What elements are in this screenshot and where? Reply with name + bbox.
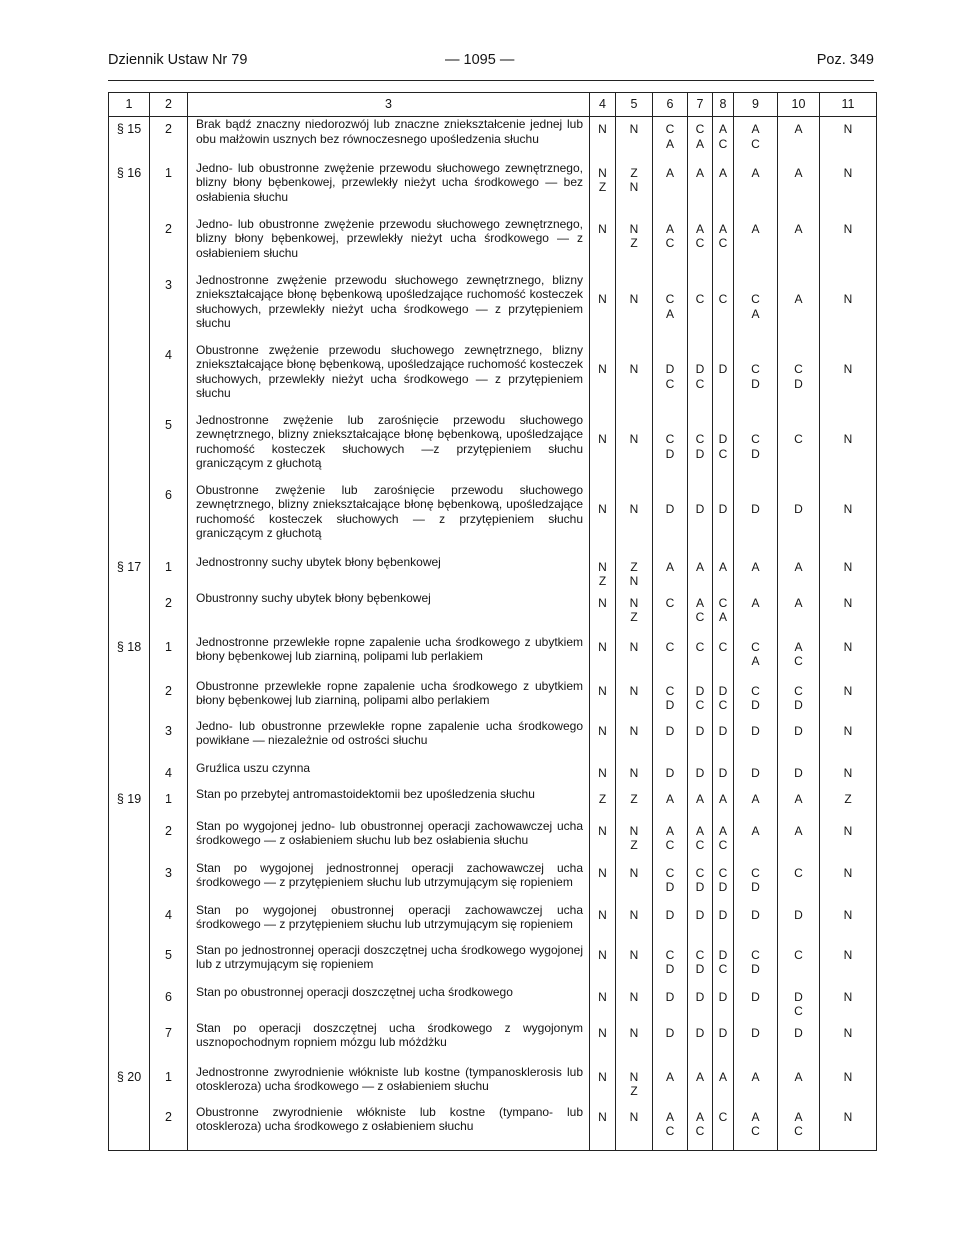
table-header-row [109,93,877,117]
condition-description: Stan po obustronnej operacji doszczętnej ucha środkowego [188,985,590,1021]
section-number [109,761,150,787]
position-number: Poz. 349 [816,52,874,68]
section-number [109,483,150,555]
grade-cell: A [688,787,713,819]
grade-cell: N [820,1065,877,1105]
section-number [109,903,150,943]
item-number: 4 [150,903,188,943]
grade-cell: N [590,217,616,273]
grade-cell: C D [653,413,688,483]
table-row [109,217,877,273]
column-header: 4 [590,93,616,117]
item-number: 2 [150,1105,188,1151]
grade-cell: D [688,761,713,787]
grade-cell: C D [734,413,778,483]
grade-cell: D [713,719,734,761]
grade-cell: N [616,761,653,787]
grade-cell: C [713,1105,734,1151]
grade-cell: C [778,861,820,903]
grade-cell: C [653,635,688,679]
grade-cell: A [734,1065,778,1105]
grade-cell: D C [778,985,820,1021]
grade-cell: N [616,1021,653,1065]
grade-cell: N [590,343,616,413]
condition-description: Brak bądź znaczny niedorozwój lub znaczne zniekształcenie jednej lub obu małżowin usznych bez równoczesnego upośledzenia słuchu [188,117,590,161]
grade-cell: D [778,761,820,787]
column-header: 9 [734,93,778,117]
grade-cell: N [616,943,653,985]
grade-cell: N Z [590,555,616,591]
section-number [109,343,150,413]
grade-cell: N [616,679,653,719]
condition-description: Jedno- lub obustronne przewlekłe ropne zapalenie ucha środkowego powikłane — niezależnie od ostrości słuchu [188,719,590,761]
grade-cell: N [616,343,653,413]
grade-cell: C [713,273,734,343]
table-row [109,943,877,985]
grade-cell: A [778,787,820,819]
grade-cell: A C [688,591,713,635]
grade-cell: N [590,483,616,555]
grade-cell: C D [778,343,820,413]
table-row [109,161,877,217]
journal-title: Dziennik Ustaw Nr 79 [108,52,248,68]
condition-description: Stan po wygojonej jedno- lub obustronnej operacji zachowawczej ucha środkowego — z osłabieniem słuchu lub bez osłabienia słuchu [188,819,590,861]
grade-cell: C A [653,273,688,343]
section-number: § 19 [109,787,150,819]
grade-cell: N [616,903,653,943]
grade-cell: A [653,1065,688,1105]
table-row [109,117,877,161]
grade-cell: A [713,161,734,217]
grade-cell: N [616,413,653,483]
grade-cell: A C [713,117,734,161]
grade-cell: D [688,985,713,1021]
grade-cell: N [590,1105,616,1151]
condition-description: Jednostronne zwężenie przewodu słuchowego zewnętrznego, blizny zniekształcające błonę bębenkową upośledzające ruchomość kosteczek słuchowych, przewlekły nieżyt ucha środkowego — z przytępieniem słuchu [188,273,590,343]
grade-cell: A [734,555,778,591]
grade-cell: A [778,1065,820,1105]
grade-cell: A [778,217,820,273]
grade-cell: D C [653,343,688,413]
item-number: 3 [150,273,188,343]
grade-cell: D [778,903,820,943]
grade-cell: N [590,1021,616,1065]
grade-cell: A C [653,1105,688,1151]
grade-cell: A [653,161,688,217]
grade-cell: A [688,555,713,591]
grade-cell: A [653,787,688,819]
item-number: 3 [150,861,188,903]
grade-cell: N [590,719,616,761]
grade-cell: A [778,555,820,591]
grade-cell: N [820,903,877,943]
condition-description: Jednostronne przewlekłe ropne zapalenie ucha środkowego z ubytkiem błony bębenkowej lub ziarniną, polipami lub perlakiem [188,635,590,679]
grade-cell: Z N [616,161,653,217]
condition-description: Gruźlica uszu czynna [188,761,590,787]
grade-cell: D [653,903,688,943]
section-number [109,413,150,483]
page-header [108,52,874,74]
grade-cell: C [688,273,713,343]
grade-cell: D [688,1021,713,1065]
condition-description: Stan po jednostronnej operacji doszczętnej ucha środkowego wygojonej lub z utrzymującym się ropieniem [188,943,590,985]
header-rule [108,80,874,81]
grade-cell: D [713,483,734,555]
grade-cell: C [688,635,713,679]
condition-description: Obustronny suchy ubytek błony bębenkowej [188,591,590,635]
grade-cell: C D [734,943,778,985]
grade-cell: A C [688,217,713,273]
grade-cell: A [778,273,820,343]
grade-cell: C [713,635,734,679]
item-number: 6 [150,483,188,555]
grade-cell: A C [713,217,734,273]
grade-cell: C A [734,273,778,343]
grade-cell: D [713,761,734,787]
table-row [109,413,877,483]
grade-cell: A C [734,117,778,161]
grade-cell: D [713,343,734,413]
item-number: 1 [150,555,188,591]
section-number [109,943,150,985]
grade-cell: A [734,591,778,635]
grade-cell: D [713,985,734,1021]
grade-cell: Z [820,787,877,819]
condition-description: Jedno- lub obustronne zwężenie przewodu słuchowego zewnętrznego, blizny błony bębenkowej, przewlekły nieżyt ucha środkowego — bez osłabienia słuchu [188,161,590,217]
column-header: 1 [109,93,150,117]
grade-cell: N [616,719,653,761]
grade-cell: D C [713,943,734,985]
section-number [109,273,150,343]
grade-cell: A [778,591,820,635]
grade-cell: N Z [616,217,653,273]
grade-cell: N [820,483,877,555]
grade-cell: N [590,861,616,903]
grade-cell: A C [688,819,713,861]
grade-cell: A [734,787,778,819]
table-row [109,679,877,719]
table-row [109,861,877,903]
table-row [109,483,877,555]
section-number [109,861,150,903]
column-header: 10 [778,93,820,117]
table-row [109,719,877,761]
condition-description: Obustronne przewlekłe ropne zapalenie ucha środkowego z ubytkiem błony bębenkowej lub ziarniną, polipami albo perlakiem [188,679,590,719]
grade-cell: D [734,483,778,555]
grade-cell: C [653,591,688,635]
grade-cell: A [713,787,734,819]
condition-description: Stan po wygojonej jednostronnej operacji zachowawczej ucha środkowego — z przytępieniem słuchu lub utrzymującym się ropieniem [188,861,590,903]
grade-cell: N [820,591,877,635]
grade-cell: A [734,217,778,273]
grade-cell: D [713,903,734,943]
grade-cell: N Z [616,591,653,635]
table-row [109,635,877,679]
grade-cell: N [590,679,616,719]
condition-description: Obustronne zwyrodnienie włókniste lub kostne (tympano- lub otoskleroza) ucha środkowego z osłabieniem słuchu [188,1105,590,1151]
grade-cell: A C [778,1105,820,1151]
grade-cell: D C [713,413,734,483]
table-row [109,761,877,787]
column-header: 3 [188,93,590,117]
section-number [109,1105,150,1151]
grade-cell: A [778,819,820,861]
grade-cell: N [820,985,877,1021]
table-body [109,117,877,1151]
grade-cell: C D [688,943,713,985]
grade-cell: N [590,985,616,1021]
grade-cell: C D [653,943,688,985]
grade-cell: D [734,1021,778,1065]
table-row [109,273,877,343]
grade-cell: C D [778,679,820,719]
grade-cell: N [820,943,877,985]
grade-cell: D [653,761,688,787]
grade-cell: N [616,985,653,1021]
item-number: 4 [150,761,188,787]
condition-description: Jednostronny suchy ubytek błony bębenkowej [188,555,590,591]
table-row [109,787,877,819]
column-header: 8 [713,93,734,117]
item-number: 5 [150,413,188,483]
item-number: 1 [150,1065,188,1105]
section-number [109,217,150,273]
table-row [109,555,877,591]
grade-cell: N Z [616,1065,653,1105]
table-row [109,591,877,635]
grade-cell: C D [653,679,688,719]
column-header: 6 [653,93,688,117]
grade-cell: N [820,819,877,861]
item-number: 2 [150,591,188,635]
grade-cell: D [734,985,778,1021]
section-number [109,819,150,861]
grade-cell: N [590,761,616,787]
column-header: 2 [150,93,188,117]
table-row [109,343,877,413]
grade-cell: C [778,413,820,483]
grade-cell: D [713,1021,734,1065]
grade-cell: C D [734,343,778,413]
grade-cell: N [820,1021,877,1065]
grade-cell: N [590,943,616,985]
table-row [109,1065,877,1105]
grade-cell: N [616,635,653,679]
section-number [109,591,150,635]
grade-cell: A [734,161,778,217]
grade-cell: D [734,903,778,943]
grade-cell: C [778,943,820,985]
grade-cell: C D [734,861,778,903]
grade-cell: N [616,117,653,161]
grade-cell: N [590,903,616,943]
table-row [109,1021,877,1065]
condition-description: Obustronne zwężenie przewodu słuchowego zewnętrznego, blizny zniekształcające błonę bębenkową, upośledzające ruchomość kosteczek słuchowych, przewlekły nieżyt ucha środkowego — z przytępieniem słuchu [188,343,590,413]
grade-cell: N [820,861,877,903]
section-number [109,1021,150,1065]
grade-cell: A C [653,217,688,273]
grade-cell: D [734,761,778,787]
grade-cell: A [713,1065,734,1105]
grade-cell: N [590,1065,616,1105]
condition-description: Jednostronne zwyrodnienie włókniste lub kostne (tympanosklerosis lub otoskleroza) ucha środkowego — z osłabieniem słuchu [188,1065,590,1105]
condition-description: Obustronne zwężenie lub zarośnięcie przewodu słuchowego zewnętrznego, blizny zniekształcające błonę bębenkową, upośledzające ruchomość kosteczek słuchowych — z przytępieniem słuchu graniczącym z głuchotą [188,483,590,555]
grade-cell: C A [734,635,778,679]
grade-cell: N [616,483,653,555]
grade-cell: A C [713,819,734,861]
grade-cell: C D [688,861,713,903]
grade-cell: A [653,555,688,591]
grade-cell: N Z [616,819,653,861]
page-number: — 1095 — [445,52,515,68]
grade-cell: N [616,273,653,343]
grade-cell: N [590,273,616,343]
grade-cell: N [820,679,877,719]
item-number: 1 [150,787,188,819]
grade-cell: N [820,273,877,343]
item-number: 5 [150,943,188,985]
grade-cell: N [590,591,616,635]
grade-cell: Z N [616,555,653,591]
section-number [109,985,150,1021]
grade-cell: C D [713,861,734,903]
grade-cell: D C [713,679,734,719]
grade-cell: A C [778,635,820,679]
grade-cell: C A [653,117,688,161]
grade-cell: D C [688,679,713,719]
section-number: § 20 [109,1065,150,1105]
condition-description: Stan po przebytej antromastoidektomii bez upośledzenia słuchu [188,787,590,819]
grade-cell: A [778,161,820,217]
grade-cell: N [616,861,653,903]
column-header: 11 [820,93,877,117]
grade-cell: N [590,635,616,679]
section-number: § 17 [109,555,150,591]
item-number: 2 [150,217,188,273]
grade-cell: N [820,1105,877,1151]
item-number: 2 [150,117,188,161]
grade-cell: N [590,413,616,483]
grade-cell: A [688,161,713,217]
section-number [109,679,150,719]
grade-cell: D [653,719,688,761]
column-header: 7 [688,93,713,117]
grade-cell: N [820,117,877,161]
grade-cell: Z [590,787,616,819]
grade-cell: N [820,761,877,787]
section-number [109,719,150,761]
grade-cell: N [590,819,616,861]
grade-cell: N [820,343,877,413]
table-row [109,1105,877,1151]
qualification-table [108,92,877,1151]
grade-cell: D C [688,343,713,413]
grade-cell: D [778,1021,820,1065]
grade-cell: A [778,117,820,161]
grade-cell: N [820,217,877,273]
table-row [109,903,877,943]
condition-description: Jedno- lub obustronne zwężenie przewodu słuchowego zewnętrznego, blizny błony bębenkowej, przewlekły nieżyt ucha środkowego — z osłabieniem słuchu [188,217,590,273]
grade-cell: A C [734,1105,778,1151]
grade-cell: N [820,719,877,761]
table-row [109,985,877,1021]
grade-cell: C A [688,117,713,161]
item-number: 1 [150,161,188,217]
grade-cell: D [688,719,713,761]
grade-cell: D [688,483,713,555]
grade-cell: D [653,483,688,555]
grade-cell: Z [616,787,653,819]
grade-cell: A C [653,819,688,861]
section-number: § 15 [109,117,150,161]
grade-cell: N [820,161,877,217]
column-header: 5 [616,93,653,117]
section-number: § 16 [109,161,150,217]
item-number: 2 [150,679,188,719]
grade-cell: D [653,1021,688,1065]
item-number: 7 [150,1021,188,1065]
grade-cell: D [688,903,713,943]
grade-cell: C D [688,413,713,483]
table-row [109,819,877,861]
condition-description: Jednostronne zwężenie lub zarośnięcie przewodu słuchowego zewnętrznego, blizny zniekształcające błonę bębenkową, upośledzające ruchomość kosteczek słuchowych —z przytępieniem słuchu graniczącym z głuchotą [188,413,590,483]
grade-cell: N [616,1105,653,1151]
grade-cell: A [688,1065,713,1105]
grade-cell: D [653,985,688,1021]
grade-cell: A C [688,1105,713,1151]
grade-cell: A [734,819,778,861]
grade-cell: A [713,555,734,591]
grade-cell: C A [713,591,734,635]
condition-description: Stan po operacji doszczętnej ucha środkowego z wygojonym usznopochodnym ropniem mózgu lub móżdżku [188,1021,590,1065]
grade-cell: D [778,483,820,555]
grade-cell: N [820,413,877,483]
grade-cell: D [778,719,820,761]
grade-cell: C D [653,861,688,903]
grade-cell: N Z [590,161,616,217]
item-number: 1 [150,635,188,679]
grade-cell: C D [734,679,778,719]
item-number: 4 [150,343,188,413]
item-number: 3 [150,719,188,761]
section-number: § 18 [109,635,150,679]
grade-cell: D [734,719,778,761]
item-number: 2 [150,819,188,861]
grade-cell: N [820,635,877,679]
condition-description: Stan po wygojonej obustronnej operacji zachowawczej ucha środkowego — z przytępieniem słuchu lub utrzymującym się ropieniem [188,903,590,943]
item-number: 6 [150,985,188,1021]
grade-cell: N [590,117,616,161]
grade-cell: N [820,555,877,591]
